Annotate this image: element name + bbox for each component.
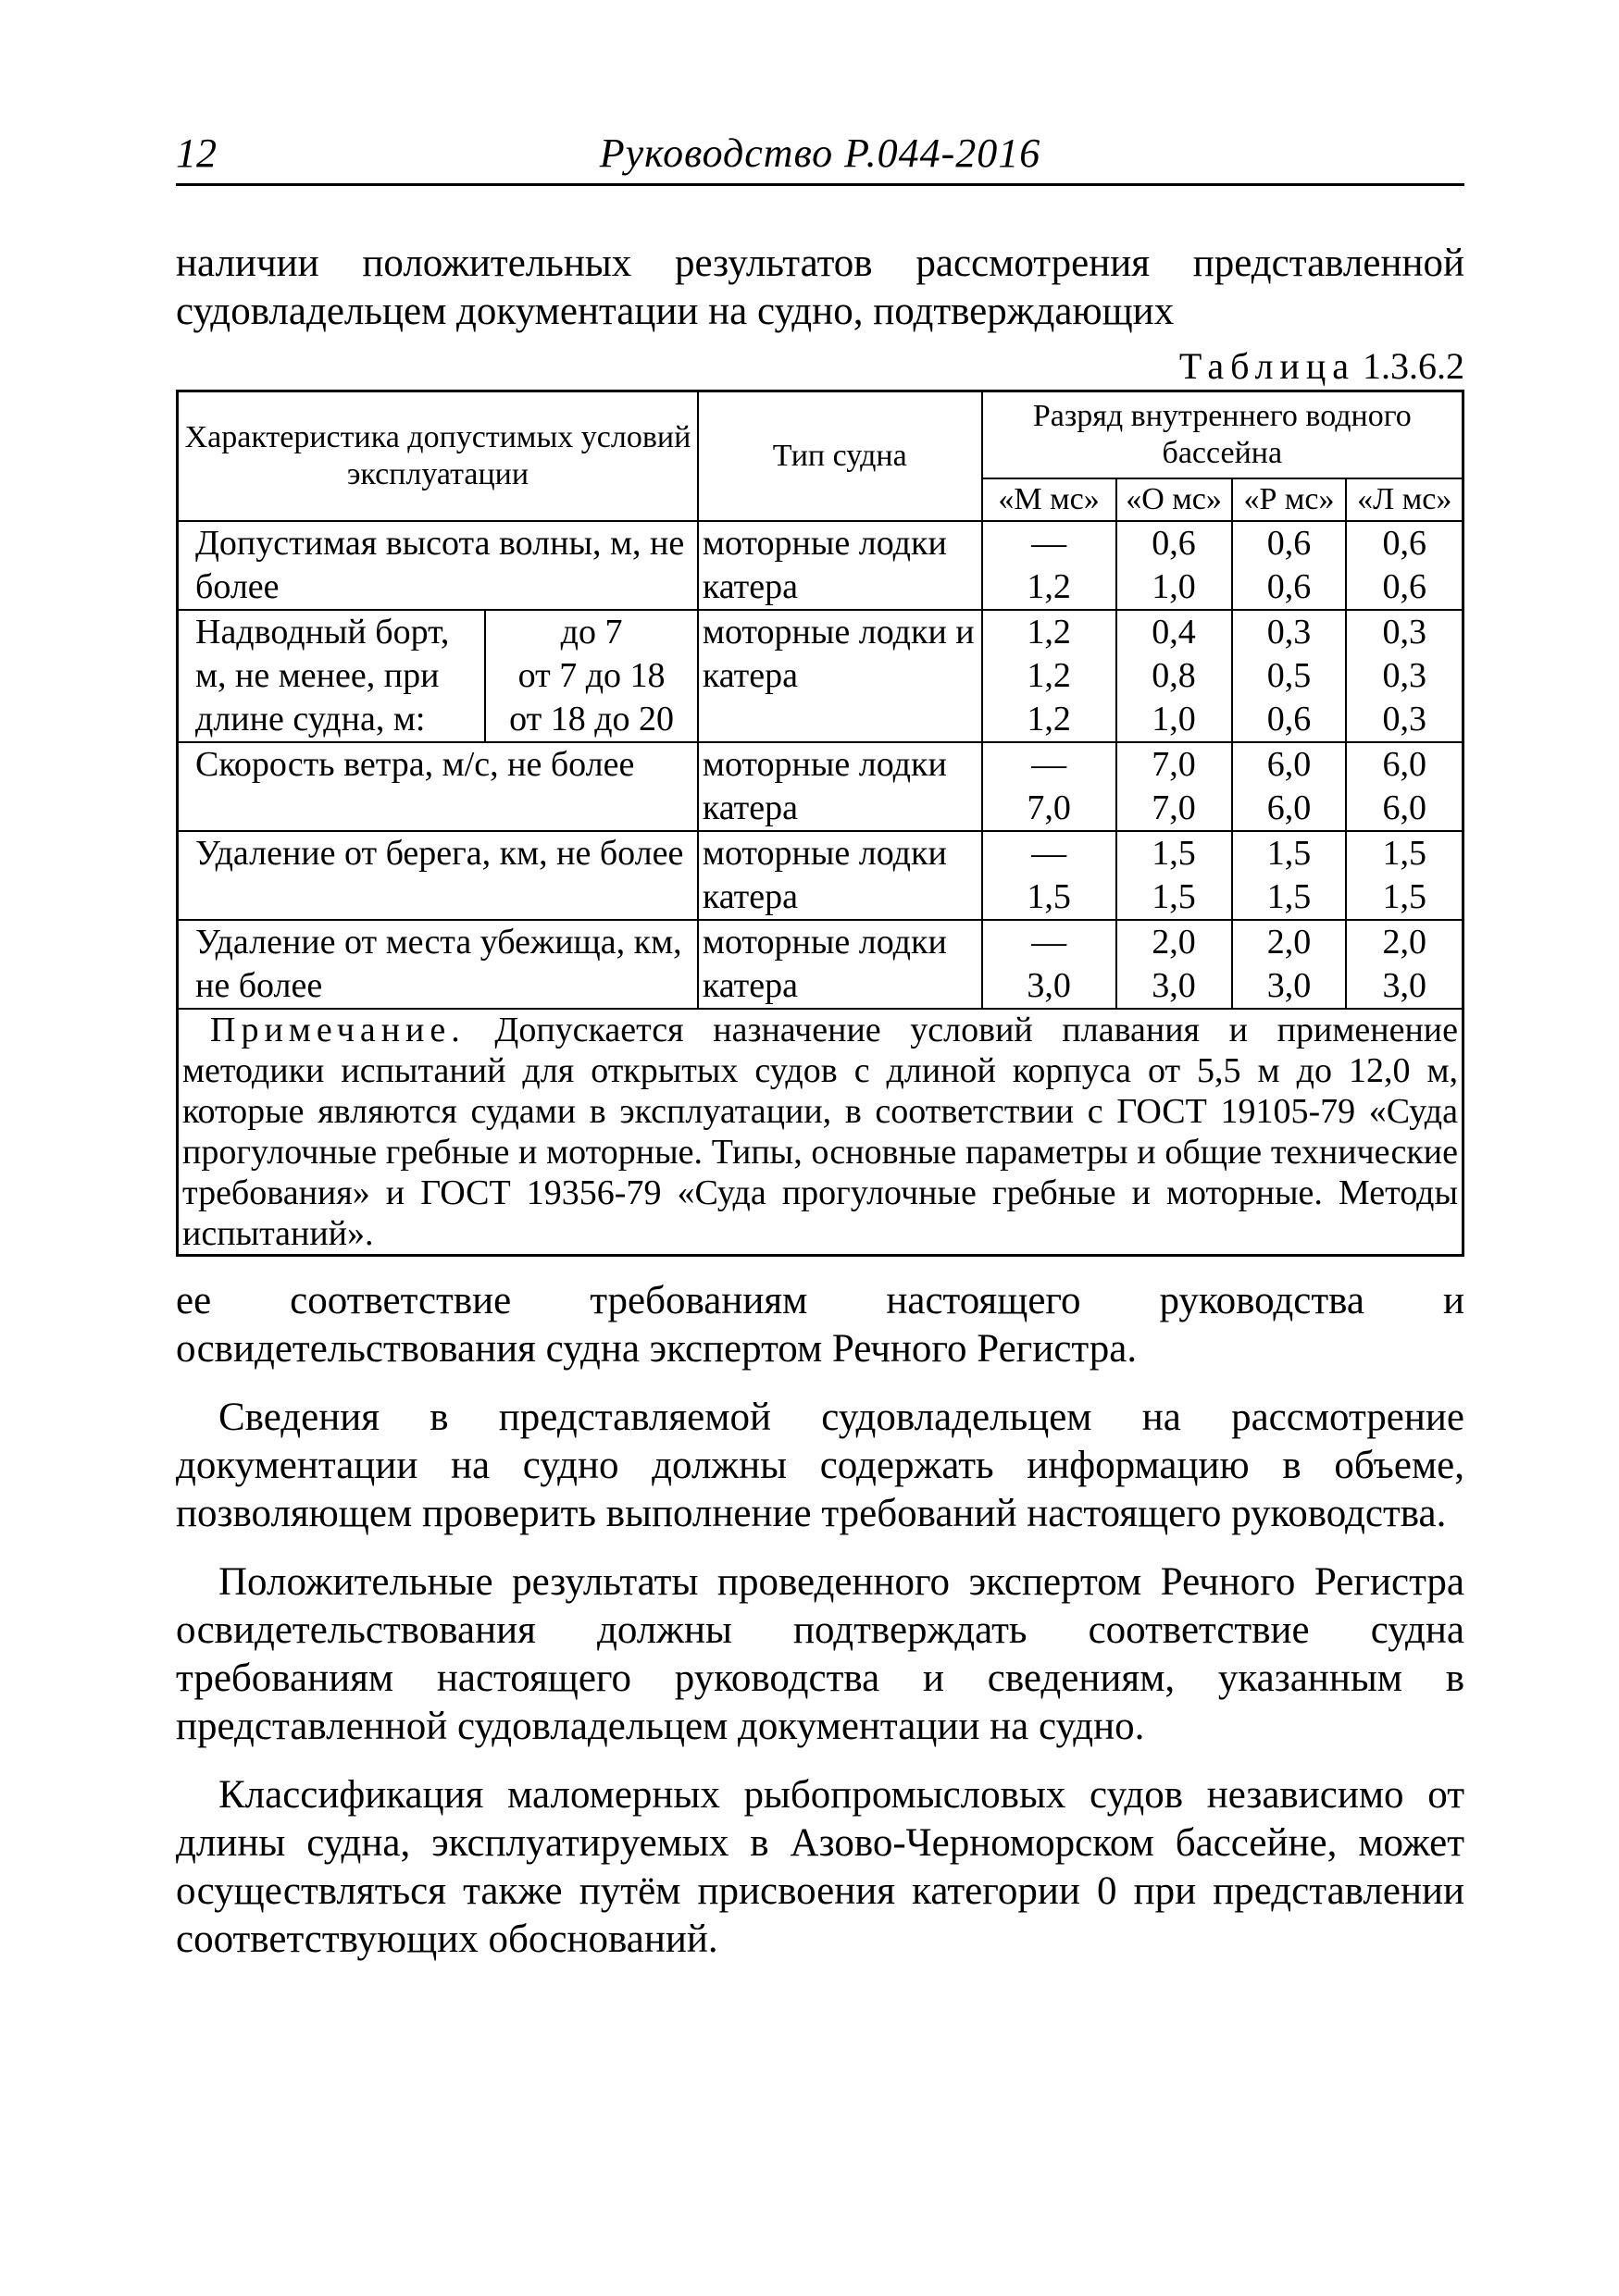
- cell-value: — 1,5: [982, 831, 1116, 920]
- cell-value: 6,0 6,0: [1346, 742, 1463, 831]
- running-title: Руководство Р.044-2016: [599, 130, 1041, 176]
- cell-value: 6,0 6,0: [1232, 742, 1347, 831]
- header-vessel-type: Тип судна: [698, 391, 982, 522]
- header-class-o: «О мс»: [1116, 478, 1232, 521]
- cell-vessel-types: моторные лодки катера: [698, 521, 982, 610]
- cell-vessel-types: моторные лодки катера: [698, 742, 982, 831]
- table-caption-number: 1.3.6.2: [1363, 345, 1464, 387]
- table-row-distance-shore: [178, 831, 1463, 920]
- header-class-m: «М мс»: [982, 478, 1116, 521]
- table-header-row: [178, 391, 1463, 479]
- cell-value: — 7,0: [982, 742, 1116, 831]
- cell-value: 2,0 3,0: [1346, 920, 1463, 1009]
- cell-value: 7,0 7,0: [1116, 742, 1232, 831]
- cell-value: 1,5 1,5: [1116, 831, 1232, 920]
- paragraph-documentation: Сведения в представляемой судовладельцем на рассмотрение документации на судно должны содержать информацию в объеме, позволяющем проверить выполнение требований настоящего руководства.: [176, 1396, 1464, 1535]
- operating-conditions-table: [176, 390, 1464, 1257]
- cell-characteristic: Скорость ветра, м/с, не более: [178, 742, 698, 831]
- table-note-row: [178, 1009, 1463, 1256]
- note-text: Допускается назначение условий плавания и применение методики испытаний для открытых судов с длиной корпуса от 5,5 м до 12,0 м, которые являются судами в эксплуатации, в соответствии с ГОСТ 19105-79 «Суда прогулочные гребные и моторные. Типы, основные параметры и общие технические требования» и ГОСТ 19356-79 «Суда прогулочные гребные и моторные. Методы испытаний».: [182, 1011, 1458, 1253]
- cell-value: 1,5 1,5: [1346, 831, 1463, 920]
- cell-value: 0,6 1,0: [1116, 521, 1232, 610]
- cell-value: 0,3 0,3 0,3: [1346, 610, 1463, 742]
- cell-value: 1,2 1,2 1,2: [982, 610, 1116, 742]
- intro-paragraph: наличии положительных результатов рассмотрения представленной судовладельцем документации на судно, подтверждающих: [176, 242, 1464, 333]
- cell-value: — 1,2: [982, 521, 1116, 610]
- document-page: [176, 130, 1464, 1964]
- page-number: 12: [176, 130, 217, 176]
- table-caption: [176, 343, 1464, 390]
- cell-characteristic: Надводный борт, м, не менее, при длине судна, м:: [178, 610, 486, 742]
- cell-vessel-types: моторные лодки катера: [698, 920, 982, 1009]
- cell-value: 0,6 0,6: [1232, 521, 1347, 610]
- cell-value: 2,0 3,0: [1116, 920, 1232, 1009]
- page-header: [176, 130, 1464, 186]
- cell-value: 1,5 1,5: [1232, 831, 1347, 920]
- cell-vessel-types: моторные лодки катера: [698, 831, 982, 920]
- header-basin-class: Разряд внутреннего водного бассейна: [982, 391, 1463, 479]
- paragraph-continuation: ее соответствие требованиям настоящего руководства и освидетельствования судна экспертом Речного Регистра.: [176, 1279, 1464, 1371]
- cell-characteristic: Допустимая высота волны, м, не более: [178, 521, 698, 610]
- cell-value: 0,6 0,6: [1346, 521, 1463, 610]
- header-class-l: «Л мс»: [1346, 478, 1463, 521]
- cell-vessel-types: моторные лодки и катера: [698, 610, 982, 742]
- table-caption-word: Таблица: [1178, 345, 1355, 387]
- cell-value: 0,3 0,5 0,6: [1232, 610, 1347, 742]
- table-row-distance-shelter: [178, 920, 1463, 1009]
- header-characteristic: Характеристика допустимых условий эксплуатации: [178, 391, 698, 522]
- main-text: [176, 1277, 1464, 1964]
- header-class-r: «Р мс»: [1232, 478, 1347, 521]
- cell-characteristic: Удаление от берега, км, не более: [178, 831, 698, 920]
- note-title: Примечание.: [210, 1011, 466, 1049]
- cell-length-ranges: до 7 от 7 до 18 от 18 до 20: [485, 610, 698, 742]
- paragraph-survey-results: Положительные результаты проведенного экспертом Речного Регистра освидетельствования должны подтверждать соответствие судна требованиям настоящего руководства и сведениям, указанным в представленной судовладельцем документации на судно.: [176, 1560, 1464, 1748]
- table-row-freeboard: [178, 610, 1463, 742]
- table-note: [178, 1009, 1463, 1256]
- cell-value: 0,4 0,8 1,0: [1116, 610, 1232, 742]
- cell-value: — 3,0: [982, 920, 1116, 1009]
- table-row-wave-height: [178, 521, 1463, 610]
- table-row-wind-speed: [178, 742, 1463, 831]
- paragraph-classification: Классификация маломерных рыбопромысловых судов независимо от длины судна, эксплуатируемых в Азово-Черноморском бассейне, может осуществляться также путём присвоения категории 0 при представлении соответствующих обоснований.: [176, 1773, 1464, 1961]
- cell-characteristic: Удаление от места убежища, км, не более: [178, 920, 698, 1009]
- cell-value: 2,0 3,0: [1232, 920, 1347, 1009]
